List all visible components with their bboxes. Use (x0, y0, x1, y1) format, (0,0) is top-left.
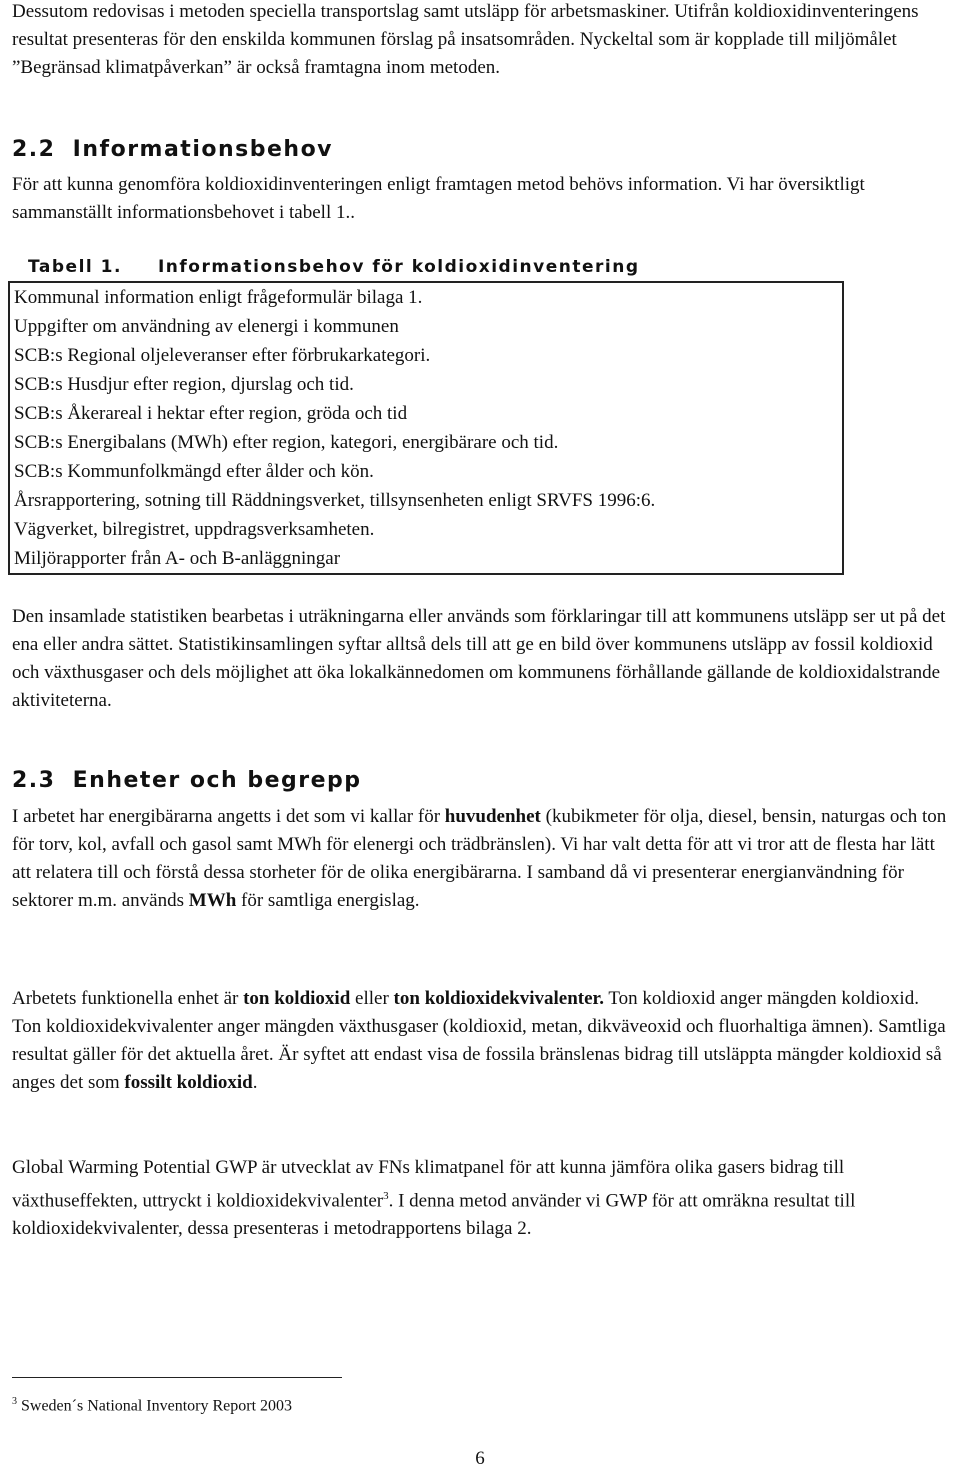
section-2-2-heading (12, 137, 333, 162)
text-run: för samtliga energislag. (236, 890, 420, 911)
section-title: Enheter och begrepp (72, 768, 362, 793)
statistics-paragraph: Den insamlade statistiken bearbetas i uträkningarna eller används som förklaringar till att kommunens utsläpp ser ut på det ena eller andra sättet. Statistikinsamlingen syftar alltså dels till att ge en bild över kommunens utsläpp av fossil koldioxid och växthusgaser och dels möjlighet att öka lokalkännedomen om kommunens förhållande gällande de koldioxidalstrande aktiviteterna. (12, 606, 946, 711)
table-caption (28, 257, 640, 277)
intro-paragraph (12, 0, 957, 82)
text-run: Ton koldioxid anger mängden koldioxid. Ton koldioxidekvivalenter anger mängden växthusgaser (koldioxid, metan, dikväveoxid och fluorhaltiga ämnen). Samtliga resultat gäller för det aktuella året. Är syftet att endast visa de fossila bränslenas bidrag till utsläppta mängder koldioxid så anges det som (12, 988, 946, 1093)
table-row: SCB:s Kommunfolkmängd efter ålder och kön. (14, 461, 374, 482)
gwp-paragraph (12, 1154, 952, 1243)
table-row: Årsrapportering, sotning till Räddningsverket, tillsynsenheten enligt SRVFS 1996:6. (14, 490, 656, 511)
units-paragraph (12, 803, 952, 915)
information-table (8, 281, 844, 575)
footnote-reference[interactable]: 3 (383, 1190, 389, 1202)
footnote-divider (12, 1377, 342, 1378)
table-title: Informationsbehov för koldioxidinventering (157, 257, 640, 277)
intro-text: Dessutom redovisas i metoden speciella transportslag samt utsläpp för arbetsmaskiner. Utifrån koldioxidinventeringens resultat presenteras för den enskilda kommunen förslag på insatsområden. Nyckeltal som är kopplade till miljömålet ”Begränsad klimatpåverkan” är också framtagna inom metoden. (12, 1, 919, 78)
text-run: Global Warming Potential GWP är utvecklat av FNs klimatpanel för att kunna jämföra olika gasers bidrag till växthuseffekten, uttryckt i koldioxidekvivalenter (12, 1157, 845, 1212)
section-number: 2.3 (12, 768, 56, 793)
emphasis-ton-koldioxidekvivalenter: ton koldioxidekvivalenter. (393, 988, 604, 1009)
table-row: SCB:s Regional oljeleveranser efter förbrukarkategori. (14, 345, 431, 366)
table-row: Uppgifter om användning av elenergi i kommunen (14, 316, 399, 337)
functional-unit-paragraph (12, 985, 952, 1097)
emphasis-huvudenhet: huvudenhet (444, 806, 541, 827)
page-number: 6 (475, 1448, 485, 1469)
emphasis-mwh: MWh (188, 890, 237, 911)
emphasis-ton-koldioxid: ton koldioxid (243, 988, 351, 1009)
text-run: . I denna metod använder vi GWP för att omräkna resultat till koldioxidekvivalenter, dessa presenteras i metodrapportens bilaga 2. (12, 1190, 856, 1240)
table-row: SCB:s Husdjur efter region, djurslag och tid. (14, 374, 354, 395)
text-run: (kubikmeter för olja, diesel, bensin, naturgas och ton för torv, kol, avfall och gasol samt MWh för elenergi och trädbränslen). Vi har valt detta för att vi tror att de flesta har lätt att relatera till och förstå dessa storheter för de olika energibärarna. I samband då vi presenterar energianvändning för sektorer m.m. används (12, 806, 947, 911)
section-2-3-heading (12, 768, 362, 793)
text-run: I arbetet har energibärarna angetts i det som vi kallar för (12, 806, 445, 827)
table-row: Kommunal information enligt frågeformulär bilaga 1. (10, 281, 842, 312)
section-2-2-text: För att kunna genomföra koldioxidinventeringen enligt framtagen metod behövs information. Vi har översiktligt sammanställt informationsbehovet i tabell 1.. (12, 174, 865, 223)
table-row: Miljörapporter från A- och B-anläggningar (14, 548, 341, 569)
footnote-marker: 3 (12, 1396, 17, 1407)
text-run: Arbetets funktionella enhet är (12, 988, 244, 1009)
table-row: SCB:s Åkerareal i hektar efter region, gröda och tid (14, 403, 408, 424)
emphasis-fossilt-koldioxid: fossilt koldioxid (124, 1072, 253, 1093)
table-row: SCB:s Energibalans (MWh) efter region, kategori, energibärare och tid. (14, 432, 559, 453)
footnote-text: Sweden´s National Inventory Report 2003 (21, 1397, 293, 1415)
text-run: eller (350, 988, 394, 1009)
table-row: Vägverket, bilregistret, uppdragsverksamheten. (14, 519, 375, 540)
section-title: Informationsbehov (72, 137, 334, 162)
footnote (12, 1390, 292, 1418)
text-run: . (252, 1072, 258, 1093)
table-label: Tabell 1. (28, 257, 122, 277)
section-number: 2.2 (12, 137, 56, 162)
